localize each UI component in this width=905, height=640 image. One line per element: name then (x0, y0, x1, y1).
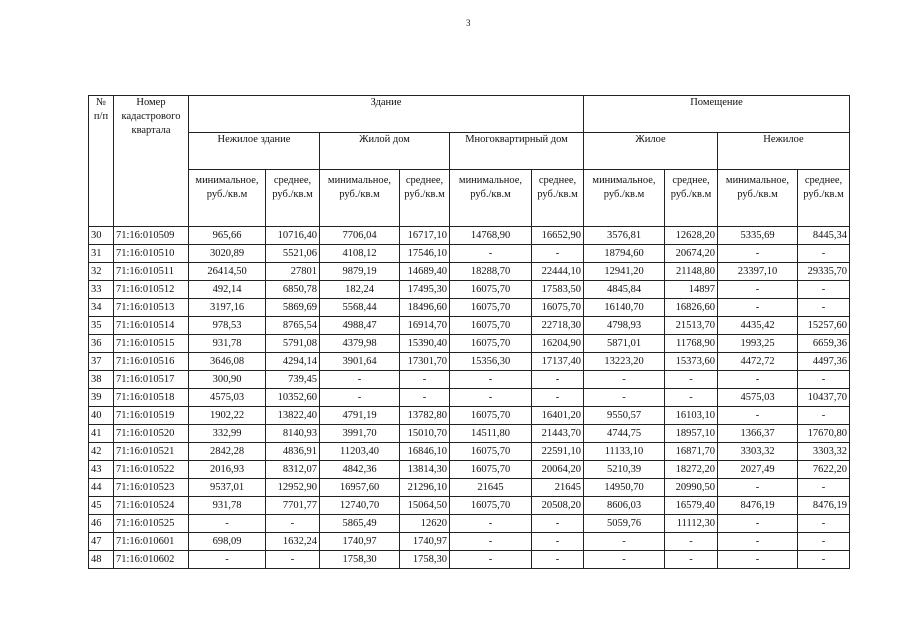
value-cell: 21645 (532, 479, 584, 497)
header-mkd: Многоквартирный дом (450, 133, 584, 170)
table-row (89, 299, 850, 317)
value-cell: 4845,84 (584, 281, 665, 299)
table-row (89, 371, 850, 389)
value-cell: - (665, 533, 718, 551)
value-cell: - (718, 533, 798, 551)
header-avg: среднее, руб./кв.м (532, 170, 584, 227)
value-cell: 8765,54 (266, 317, 320, 335)
value-cell: - (189, 551, 266, 569)
value-cell: 16075,70 (450, 443, 532, 461)
header-nezhiloe: Нежилое (718, 133, 850, 170)
header-avg: среднее, руб./кв.м (665, 170, 718, 227)
value-cell: 1740,97 (320, 533, 400, 551)
value-cell: 3020,89 (189, 245, 266, 263)
value-cell: 16826,60 (665, 299, 718, 317)
value-cell: - (450, 371, 532, 389)
value-cell: 12941,20 (584, 263, 665, 281)
value-cell: - (798, 533, 850, 551)
table-row (89, 281, 850, 299)
row-number-cell: 43 (89, 461, 114, 479)
value-cell: 3991,70 (320, 425, 400, 443)
value-cell: 21443,70 (532, 425, 584, 443)
value-cell: - (798, 281, 850, 299)
value-cell: 14897 (665, 281, 718, 299)
kvartal-cell: 71:16:010602 (114, 551, 189, 569)
header-min: минимальное, руб./кв.м (320, 170, 400, 227)
table-row (89, 479, 850, 497)
value-cell: 7706,04 (320, 227, 400, 245)
value-cell: 17137,40 (532, 353, 584, 371)
value-cell: 4798,93 (584, 317, 665, 335)
value-cell: 16075,70 (450, 317, 532, 335)
table-row (89, 551, 850, 569)
value-cell: 6659,36 (798, 335, 850, 353)
table-row (89, 515, 850, 533)
value-cell: 15356,30 (450, 353, 532, 371)
value-cell: - (320, 371, 400, 389)
value-cell: - (450, 551, 532, 569)
value-cell: 698,09 (189, 533, 266, 551)
value-cell: - (798, 371, 850, 389)
value-cell: - (450, 245, 532, 263)
value-cell: 332,99 (189, 425, 266, 443)
value-cell: - (718, 299, 798, 317)
value-cell: 9550,57 (584, 407, 665, 425)
value-cell: 18272,20 (665, 461, 718, 479)
kvartal-cell: 71:16:010601 (114, 533, 189, 551)
value-cell: 15010,70 (400, 425, 450, 443)
row-number-cell: 33 (89, 281, 114, 299)
value-cell: 3646,08 (189, 353, 266, 371)
value-cell: 16846,10 (400, 443, 450, 461)
value-cell: 22444,10 (532, 263, 584, 281)
value-cell: 2016,93 (189, 461, 266, 479)
value-cell: 18496,60 (400, 299, 450, 317)
value-cell: 4379,98 (320, 335, 400, 353)
value-cell: - (798, 407, 850, 425)
value-cell: - (718, 515, 798, 533)
value-cell: 16652,90 (532, 227, 584, 245)
value-cell: 3901,64 (320, 353, 400, 371)
value-cell: 5521,06 (266, 245, 320, 263)
cadastral-value-table (88, 95, 850, 569)
value-cell: - (718, 281, 798, 299)
value-cell: 8476,19 (718, 497, 798, 515)
kvartal-cell: 71:16:010514 (114, 317, 189, 335)
value-cell: 4836,91 (266, 443, 320, 461)
value-cell: 13782,80 (400, 407, 450, 425)
value-cell: 26414,50 (189, 263, 266, 281)
value-cell: 4108,12 (320, 245, 400, 263)
row-number-cell: 36 (89, 335, 114, 353)
value-cell: 17670,80 (798, 425, 850, 443)
value-cell: 4842,36 (320, 461, 400, 479)
row-number-cell: 41 (89, 425, 114, 443)
table-row (89, 245, 850, 263)
value-cell: - (532, 245, 584, 263)
value-cell: - (584, 551, 665, 569)
table-row (89, 425, 850, 443)
value-cell: - (532, 389, 584, 407)
row-number-cell: 46 (89, 515, 114, 533)
value-cell: - (400, 371, 450, 389)
value-cell: - (798, 479, 850, 497)
value-cell: 1758,30 (400, 551, 450, 569)
value-cell: 21148,80 (665, 263, 718, 281)
value-cell: 20990,50 (665, 479, 718, 497)
value-cell: 9537,01 (189, 479, 266, 497)
value-cell: 10716,40 (266, 227, 320, 245)
table-row (89, 497, 850, 515)
value-cell: 12620 (400, 515, 450, 533)
header-min: минимальное, руб./кв.м (584, 170, 665, 227)
value-cell: 5871,01 (584, 335, 665, 353)
value-cell: 17495,30 (400, 281, 450, 299)
table-row (89, 317, 850, 335)
value-cell: 2027,49 (718, 461, 798, 479)
value-cell: 1758,30 (320, 551, 400, 569)
value-cell: 3303,32 (798, 443, 850, 461)
value-cell: 14689,40 (400, 263, 450, 281)
kvartal-cell: 71:16:010522 (114, 461, 189, 479)
row-number-cell: 34 (89, 299, 114, 317)
value-cell: 2842,28 (189, 443, 266, 461)
kvartal-cell: 71:16:010525 (114, 515, 189, 533)
kvartal-cell: 71:16:010516 (114, 353, 189, 371)
table-row (89, 263, 850, 281)
value-cell: 21513,70 (665, 317, 718, 335)
value-cell: 11203,40 (320, 443, 400, 461)
kvartal-cell: 71:16:010515 (114, 335, 189, 353)
table-row (89, 443, 850, 461)
value-cell: 1366,37 (718, 425, 798, 443)
value-cell: 16717,10 (400, 227, 450, 245)
value-cell: - (798, 515, 850, 533)
value-cell: 965,66 (189, 227, 266, 245)
value-cell: 13822,40 (266, 407, 320, 425)
value-cell: 3197,16 (189, 299, 266, 317)
table-body (89, 227, 850, 569)
value-cell: 16075,70 (450, 335, 532, 353)
value-cell: 5059,76 (584, 515, 665, 533)
header-num: № п/п (89, 96, 114, 227)
value-cell: - (665, 389, 718, 407)
value-cell: - (718, 479, 798, 497)
value-cell: 931,78 (189, 497, 266, 515)
value-cell: - (450, 533, 532, 551)
value-cell: 5568,44 (320, 299, 400, 317)
value-cell: 492,14 (189, 281, 266, 299)
row-number-cell: 39 (89, 389, 114, 407)
value-cell: 10352,60 (266, 389, 320, 407)
value-cell: 931,78 (189, 335, 266, 353)
value-cell: 17301,70 (400, 353, 450, 371)
value-cell: 5865,49 (320, 515, 400, 533)
value-cell: 12740,70 (320, 497, 400, 515)
kvartal-cell: 71:16:010523 (114, 479, 189, 497)
value-cell: 16103,10 (665, 407, 718, 425)
value-cell: 7701,77 (266, 497, 320, 515)
value-cell: 16579,40 (665, 497, 718, 515)
kvartal-cell: 71:16:010511 (114, 263, 189, 281)
value-cell: 16075,70 (450, 497, 532, 515)
value-cell: - (320, 389, 400, 407)
value-cell: 22718,30 (532, 317, 584, 335)
kvartal-cell: 71:16:010510 (114, 245, 189, 263)
value-cell: 182,24 (320, 281, 400, 299)
value-cell: 4744,75 (584, 425, 665, 443)
value-cell: 20674,20 (665, 245, 718, 263)
value-cell: 21296,10 (400, 479, 450, 497)
header-zhiloy-dom: Жилой дом (320, 133, 450, 170)
value-cell: 17583,50 (532, 281, 584, 299)
value-cell: 20508,20 (532, 497, 584, 515)
value-cell: 16075,70 (450, 461, 532, 479)
value-cell: 5869,69 (266, 299, 320, 317)
row-number-cell: 35 (89, 317, 114, 335)
value-cell: 23397,10 (718, 263, 798, 281)
value-cell: 29335,70 (798, 263, 850, 281)
value-cell: 27801 (266, 263, 320, 281)
value-cell: 5791,08 (266, 335, 320, 353)
kvartal-cell: 71:16:010517 (114, 371, 189, 389)
header-avg: среднее, руб./кв.м (266, 170, 320, 227)
value-cell: 4294,14 (266, 353, 320, 371)
value-cell: 1632,24 (266, 533, 320, 551)
header-zdanie: Здание (189, 96, 584, 133)
kvartal-cell: 71:16:010520 (114, 425, 189, 443)
value-cell: 13223,20 (584, 353, 665, 371)
value-cell: 22591,10 (532, 443, 584, 461)
value-cell: 16957,60 (320, 479, 400, 497)
value-cell: 15257,60 (798, 317, 850, 335)
value-cell: 8312,07 (266, 461, 320, 479)
value-cell: - (584, 533, 665, 551)
header-zhiloe: Жилое (584, 133, 718, 170)
header-min: минимальное, руб./кв.м (718, 170, 798, 227)
value-cell: - (532, 371, 584, 389)
header-min: минимальное, руб./кв.м (189, 170, 266, 227)
value-cell: 14768,90 (450, 227, 532, 245)
value-cell: 5335,69 (718, 227, 798, 245)
value-cell: 3576,81 (584, 227, 665, 245)
table-row (89, 533, 850, 551)
value-cell: 8140,93 (266, 425, 320, 443)
value-cell: 4435,42 (718, 317, 798, 335)
value-cell: 21645 (450, 479, 532, 497)
value-cell: 18288,70 (450, 263, 532, 281)
table-row (89, 407, 850, 425)
value-cell: 7622,20 (798, 461, 850, 479)
header-avg: среднее, руб./кв.м (400, 170, 450, 227)
value-cell: - (665, 371, 718, 389)
value-cell: - (665, 551, 718, 569)
value-cell: 16140,70 (584, 299, 665, 317)
value-cell: 12628,20 (665, 227, 718, 245)
value-cell: 16204,90 (532, 335, 584, 353)
header-min: минимальное, руб./кв.м (450, 170, 532, 227)
row-number-cell: 37 (89, 353, 114, 371)
value-cell: 8606,03 (584, 497, 665, 515)
value-cell: 3303,32 (718, 443, 798, 461)
value-cell: 8476,19 (798, 497, 850, 515)
value-cell: 16075,70 (532, 299, 584, 317)
row-number-cell: 44 (89, 479, 114, 497)
value-cell: 5210,39 (584, 461, 665, 479)
value-cell: - (532, 515, 584, 533)
value-cell: - (266, 551, 320, 569)
value-cell: 16075,70 (450, 407, 532, 425)
header-kvartal: Номер кадастрового квартала (114, 96, 189, 227)
value-cell: 4575,03 (189, 389, 266, 407)
value-cell: 17546,10 (400, 245, 450, 263)
row-number-cell: 48 (89, 551, 114, 569)
header-nezhiloe-zdanie: Нежилое здание (189, 133, 320, 170)
value-cell: - (798, 299, 850, 317)
kvartal-cell: 71:16:010524 (114, 497, 189, 515)
value-cell: 20064,20 (532, 461, 584, 479)
row-number-cell: 47 (89, 533, 114, 551)
kvartal-cell: 71:16:010512 (114, 281, 189, 299)
value-cell: - (584, 389, 665, 407)
value-cell: - (798, 245, 850, 263)
value-cell: - (532, 533, 584, 551)
kvartal-cell: 71:16:010518 (114, 389, 189, 407)
value-cell: 16075,70 (450, 299, 532, 317)
row-number-cell: 30 (89, 227, 114, 245)
value-cell: - (584, 371, 665, 389)
value-cell: - (450, 389, 532, 407)
value-cell: 14511,80 (450, 425, 532, 443)
value-cell: 15390,40 (400, 335, 450, 353)
value-cell: 4988,47 (320, 317, 400, 335)
value-cell: 10437,70 (798, 389, 850, 407)
value-cell: 300,90 (189, 371, 266, 389)
row-number-cell: 31 (89, 245, 114, 263)
table-row (89, 353, 850, 371)
value-cell: 978,53 (189, 317, 266, 335)
value-cell: 4472,72 (718, 353, 798, 371)
value-cell: - (718, 407, 798, 425)
value-cell: 9879,19 (320, 263, 400, 281)
value-cell: 11768,90 (665, 335, 718, 353)
value-cell: 4791,19 (320, 407, 400, 425)
value-cell: 12952,90 (266, 479, 320, 497)
kvartal-cell: 71:16:010521 (114, 443, 189, 461)
table-row (89, 335, 850, 353)
table-row (89, 227, 850, 245)
value-cell: 15064,50 (400, 497, 450, 515)
value-cell: - (450, 515, 532, 533)
value-cell: 11112,30 (665, 515, 718, 533)
value-cell: 1740,97 (400, 533, 450, 551)
value-cell: 16871,70 (665, 443, 718, 461)
kvartal-cell: 71:16:010509 (114, 227, 189, 245)
value-cell: 8445,34 (798, 227, 850, 245)
table-row (89, 389, 850, 407)
value-cell: 4497,36 (798, 353, 850, 371)
value-cell: - (532, 551, 584, 569)
value-cell: 15373,60 (665, 353, 718, 371)
value-cell: 16075,70 (450, 281, 532, 299)
value-cell: - (718, 245, 798, 263)
value-cell: - (718, 551, 798, 569)
value-cell: - (266, 515, 320, 533)
value-cell: 16914,70 (400, 317, 450, 335)
value-cell: - (798, 551, 850, 569)
value-cell: 18957,10 (665, 425, 718, 443)
kvartal-cell: 71:16:010513 (114, 299, 189, 317)
value-cell: - (189, 515, 266, 533)
value-cell: 18794,60 (584, 245, 665, 263)
value-cell: - (718, 371, 798, 389)
header-pomeshchenie: Помещение (584, 96, 850, 133)
value-cell: 14950,70 (584, 479, 665, 497)
table-row (89, 461, 850, 479)
header-avg: среднее, руб./кв.м (798, 170, 850, 227)
value-cell: 13814,30 (400, 461, 450, 479)
value-cell: 6850,78 (266, 281, 320, 299)
row-number-cell: 45 (89, 497, 114, 515)
row-number-cell: 32 (89, 263, 114, 281)
value-cell: - (400, 389, 450, 407)
value-cell: 739,45 (266, 371, 320, 389)
kvartal-cell: 71:16:010519 (114, 407, 189, 425)
value-cell: 4575,03 (718, 389, 798, 407)
value-cell: 1902,22 (189, 407, 266, 425)
row-number-cell: 42 (89, 443, 114, 461)
row-number-cell: 40 (89, 407, 114, 425)
value-cell: 1993,25 (718, 335, 798, 353)
row-number-cell: 38 (89, 371, 114, 389)
value-cell: 11133,10 (584, 443, 665, 461)
value-cell: 16401,20 (532, 407, 584, 425)
page-number: 3 (466, 18, 471, 28)
